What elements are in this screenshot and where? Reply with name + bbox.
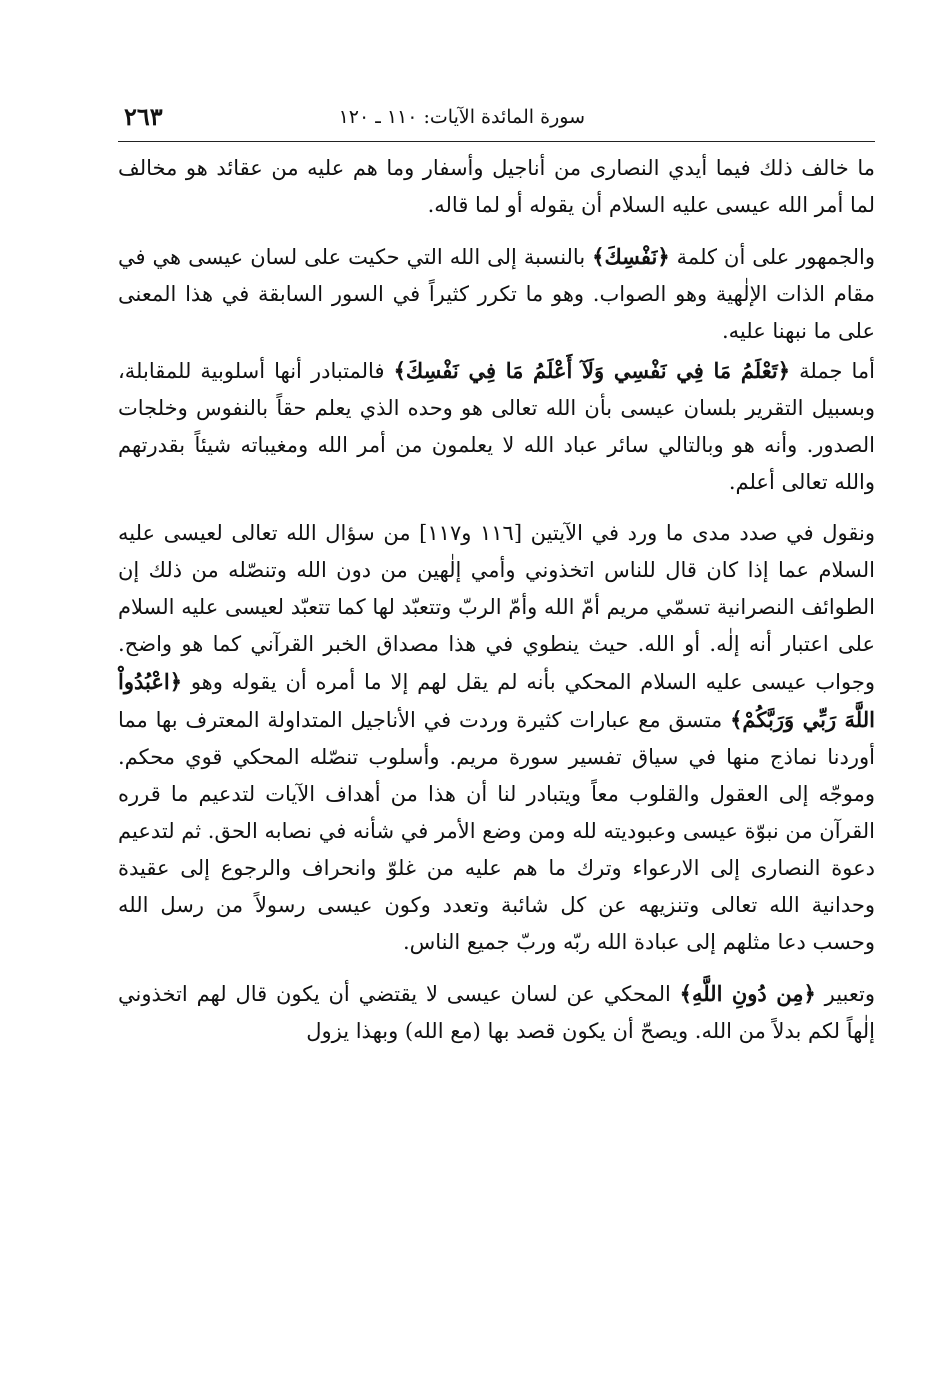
- paragraph-text: ما خالف ذلك فيما أيدي النصارى من أناجيل وأسفار وما هم عليه من عقائد هو مخالف لما أمر الله عيسى عليه السلام أن يقوله أو لما قاله.: [118, 156, 875, 217]
- paragraph-text-after: بالنسبة إلى الله التي حكيت على لسان عيسى هي في مقام الذات الإلٰهية وهو الصواب. وهو ما تكرر كثيراً في السور السابقة في هذا المعنى على ما نبهنا عليه.: [118, 245, 875, 343]
- paragraph-text-before: ونقول في صدد مدى ما ورد في الآيتين [١١٦ و١١٧] من سؤال الله تعالى لعيسى عليه السلام عما إذا كان قال للناس اتخذوني وأمي إلٰهين من دون الله وتنصّله من ذلك إن الطوائف النصرانية تسمّي مريم أمّ الله وأمّ الربّ وتتعبّد لها كما تتعبّد لعيسى عليه السلام على اعتبار أنه إلٰه. أو الله. حيث ينطوي في هذا مصداق الخبر القرآني كما هو واضح. وجواب عيسى عليه السلام المحكي بأنه لم يقل لهم إلا ما أمره أن يقوله وهو: [118, 521, 876, 694]
- quran-quote: ﴿نَفْسِكَ﴾: [592, 244, 670, 269]
- paragraph-text-after: فالمتبادر أنها أسلوبية للمقابلة، وبسبيل التقرير بلسان عيسى بأن الله تعالى هو وحده الذي يعلم حقاً بالنفوس وخلجات الصدور. وأنه هو وبالتالي سائر عباد الله لا يعلمون من أمر الله ومغيباته شيئاً بقدرتهم والله تعالى أعلم.: [118, 359, 875, 494]
- paragraph-text-before: وتعبير: [815, 982, 876, 1006]
- paragraph-5: [118, 975, 875, 1050]
- paragraph-text-before: أما جملة: [790, 359, 875, 383]
- running-title: سورة المائدة الآيات: ١١٠ ـ ١٢٠: [338, 106, 585, 128]
- paragraph-3: [118, 352, 875, 501]
- header-rule: [118, 141, 875, 142]
- quran-quote: ﴿مِن دُونِ اللَّهِ﴾: [679, 981, 816, 1006]
- quran-quote: ﴿اعْبُدُواْ اللَّهَ رَبِّي وَرَبَّكُمْ﴾: [118, 669, 875, 732]
- paragraph-text-before: والجمهور على أن كلمة: [669, 245, 875, 269]
- paragraph-text-after: متسق مع عبارات كثيرة وردت في الأناجيل المتداولة المعترف بها مما أوردنا نماذج منها في سياق تفسير سورة مريم. وأسلوب تنصّله المحكي قوي محكم. وموجّه إلى العقول والقلوب معاً ويتبادر لنا أن هذا من أهداف الآيات لتدعيم ما قرره القرآن من نبوّة عيسى وعبوديته لله ومن وضع الأمر في شأنه في نصابه الحق. ثم لتدعيم دعوة النصارى إلى الارعواء وترك ما هم عليه من غلوّ وانحراف والرجوع إلى عقيدة وحدانية الله تعالى وتنزيهه عن كل شائبة وتعدد وكون عيسى رسولاً من رسل الله وحسب دعا مثلهم إلى عبادة الله ربّه وربّ جميع الناس.: [118, 708, 875, 954]
- paragraph-4: [118, 515, 875, 961]
- quran-quote: ﴿تَعْلَمُ مَا فِي نَفْسِي وَلَآ أَعْلَمُ مَا فِي نَفْسِكَ﴾: [393, 358, 791, 383]
- page-header: [118, 100, 875, 140]
- paragraph-1: [118, 150, 875, 224]
- paragraph-2: [118, 238, 875, 350]
- page-body: [118, 150, 875, 1050]
- paragraph-text-after: المحكي عن لسان عيسى لا يقتضي أن يكون قال لهم اتخذوني إلٰهاً لكم بدلاً من الله. ويصحّ أن يكون قصد بها (مع الله) وبهذا يزول: [118, 982, 875, 1043]
- page-number: ٢٦٣: [124, 102, 163, 131]
